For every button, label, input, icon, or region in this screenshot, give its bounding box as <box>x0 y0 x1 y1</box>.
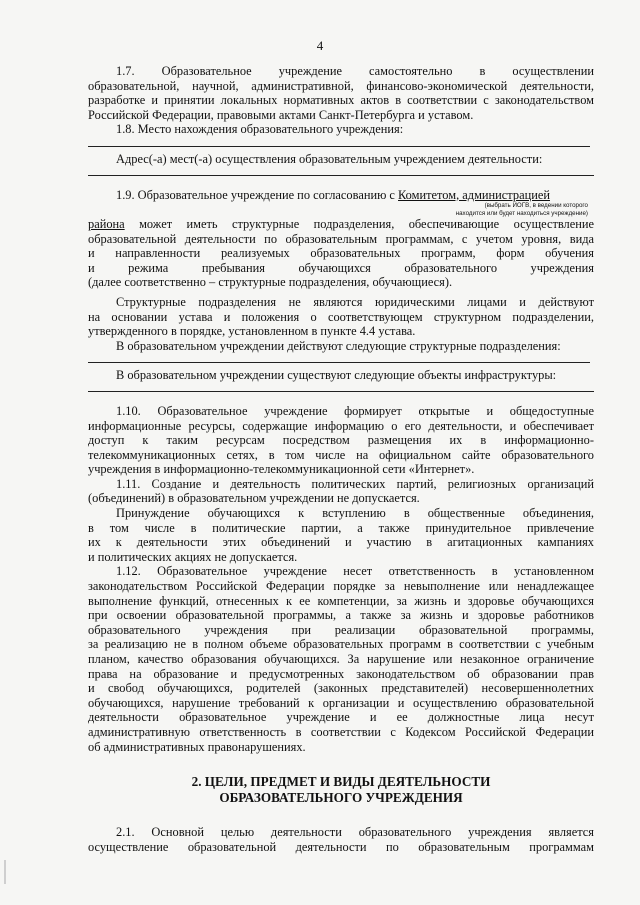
text-line: 1.10. Образовательное учреждение формирует открытые и общедоступные <box>116 403 594 418</box>
address-line: Адрес(-а) мест(-а) осуществления образовательным учреждением деятельности: <box>88 152 594 176</box>
page-number: 4 <box>316 38 324 53</box>
text-line: выполнение функций, отнесенных к ее компетенции, за жизнь и здоровье обучающихся <box>88 593 594 608</box>
heading-line: 2. ЦЕЛИ, ПРЕДМЕТ И ВИДЫ ДЕЯТЕЛЬНОСТИ <box>191 774 491 790</box>
footnote-line: находится или будет находиться учреждение) <box>455 209 588 217</box>
clause-1-10 <box>88 404 594 477</box>
text-line: Российской Федерации, правовыми актами Санкт-Петербурга и уставом. <box>88 107 474 122</box>
section-2-heading <box>88 774 594 805</box>
text-line: обучающихся, нарушение требований к организации и осуществлению образовательной <box>88 695 594 710</box>
heading-line: ОБРАЗОВАТЕЛЬНОГО УЧРЕЖДЕНИЯ <box>219 789 463 805</box>
text-line: осуществление образовательной деятельности по образовательным программам <box>88 839 594 854</box>
document-body <box>88 64 594 854</box>
clause-1-9 <box>88 188 594 290</box>
infrastructure-line: В образовательном учреждении существуют следующие объекты инфраструктуры: <box>88 368 594 392</box>
text-line: образовательной, научной, административной, финансово-экономической деятельности, <box>88 78 594 93</box>
text-line: учреждения в информационно-телекоммуникационной сети «Интернет». <box>88 462 475 477</box>
clause-1-12 <box>88 564 594 754</box>
clause-1-11 <box>88 477 594 506</box>
text-line: и свобод обучающихся, родителей (законных представителей) несовершеннолетних <box>88 681 594 696</box>
text-line: (объединений) в образовательном учреждении не допускается. <box>88 491 420 506</box>
text-line: (далее соответственно – структурные подразделения, обучающиеся). <box>88 275 453 290</box>
text-line <box>88 188 594 203</box>
structural-units-paragraph <box>88 295 594 392</box>
text-line <box>88 217 594 232</box>
text-run: может иметь структурные подразделения, обеспечивающие осуществление <box>124 216 594 231</box>
clause-2-1 <box>88 825 594 854</box>
text-line: об административных правонарушениях. <box>88 739 306 754</box>
blank-fill-line <box>88 137 590 147</box>
district-fill: района <box>88 216 125 231</box>
text-line: 1.12. Образовательное учреждение несет ответственность в установленном <box>116 564 594 579</box>
text-line: Принуждение обучающихся к вступлению в общественные объединения, <box>116 506 594 521</box>
scan-edge-mark <box>4 860 6 884</box>
text-line: Структурные подразделения не являются юридическими лицами и действуют <box>116 294 594 309</box>
text-line: законодательством Российской Федерации порядке за невыполнение или ненадлежащее <box>88 579 594 594</box>
text-line: 1.11. Создание и деятельность политических партий, религиозных организаций <box>116 476 594 491</box>
text-line: деятельности образовательное учреждение и ее должностные лица несут <box>88 710 594 725</box>
text-line: и направленности реализуемых образовательных программ, форм обучения <box>88 246 594 261</box>
text-line: В образовательном учреждении действуют следующие структурные подразделения: <box>116 338 561 353</box>
text-line: образовательного учреждения при реализации образовательной программы, <box>88 622 594 637</box>
text-line: права на образование и предусмотренных законодательством об образовании прав <box>88 666 594 681</box>
text-line: 1.8. Место нахождения образовательного учреждения: <box>116 122 404 137</box>
text-line: планом, качество образования обучающихся. За нарушение или незаконное ограничение <box>88 652 594 666</box>
text-line: 2.1. Основной целью деятельности образовательного учреждения является <box>116 825 594 840</box>
text-line: и политических акциях не допускается. <box>88 549 298 564</box>
clause-1-8 <box>88 122 594 175</box>
text-line: образовательной деятельности по образовательным программам, с учетом уровня, вида <box>88 231 594 246</box>
text-line: за реализацию не в полном объеме образовательных программ в соответствии с учебным <box>88 637 594 652</box>
text-line: их к деятельности этих объединений и участию в агитационных кампаниях <box>88 535 594 550</box>
clause-1-9-prefix: 1.9. Образовательное учреждение по согласованию с <box>116 187 399 202</box>
coercion-paragraph <box>88 506 594 564</box>
text-line: 1.7. Образовательное учреждение самостоятельно в осуществлении <box>116 64 594 78</box>
text-line: доступ к таким ресурсам посредством размещения их в информационно- <box>88 433 594 448</box>
text-line: утвержденного в порядке, установленном в пункте 4.4 устава. <box>88 324 416 339</box>
text-line: в том числе в политические партии, а также принудительное привлечение <box>88 520 594 535</box>
blank-fill-line <box>88 353 590 363</box>
footnote-line: (выбрать ИОГВ, в ведении которого <box>484 202 588 210</box>
text-line: разработке и принятии локальных нормативных актов в соответствии с законодательством <box>88 93 594 108</box>
text-line: телекоммуникационных сетях, в том числе на официальном сайте образовательного <box>88 447 594 462</box>
text-line: на основании устава и положения о соответствующем структурном подразделении, <box>88 309 594 324</box>
text-line: информационные ресурсы, содержащие информацию о его деятельности, и обеспечивает <box>88 418 594 433</box>
clause-1-7 <box>88 64 594 122</box>
text-line: и режима пребывания обучающихся образовательного учреждения <box>88 260 594 275</box>
footnote-hint <box>88 202 594 217</box>
text-line: при освоении образовательной программы, а также за жизнь и здоровье работников <box>88 608 594 623</box>
text-line: административную ответственность в соответствии с Кодексом Российской Федерации <box>88 724 594 739</box>
committee-fill: Комитетом, администрацией <box>398 187 550 202</box>
